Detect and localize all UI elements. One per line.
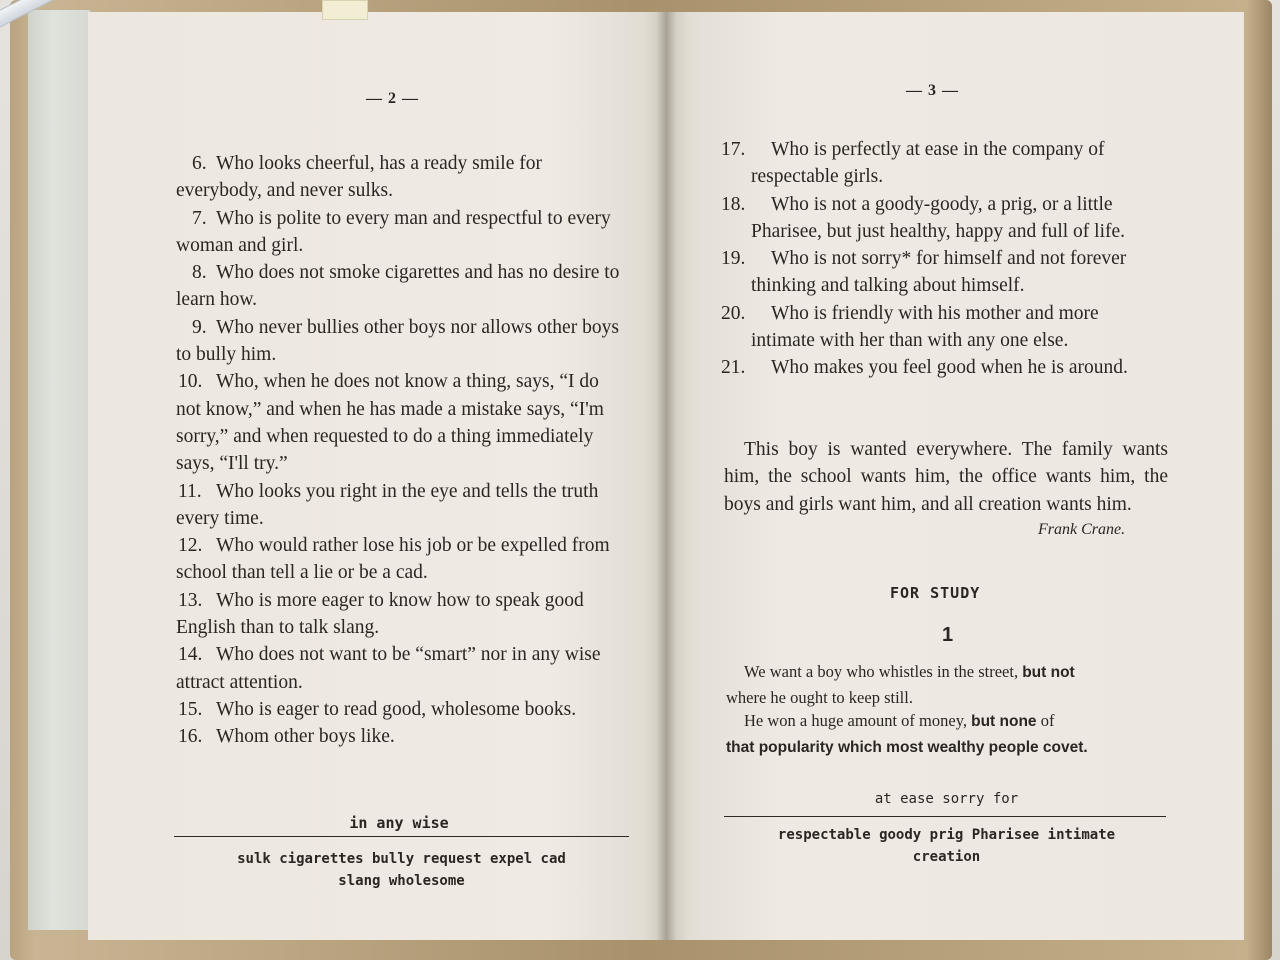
list-item: [176, 587, 626, 642]
item-number: 6.: [192, 153, 207, 174]
example-bold: that popularity which most wealthy people covet.: [726, 739, 1088, 756]
item-number: 12.: [178, 535, 203, 557]
item-text: Who is not a goody-goody, a prig, or a little Pharisee, but just healthy, happy and full of life.: [751, 193, 1126, 242]
right-page: [666, 12, 1244, 940]
paper-tab: [322, 0, 368, 20]
vocab-line: slang wholesome: [338, 873, 465, 889]
item-number: 13.: [178, 589, 203, 611]
item-text: Who is not sorry* for himself and not forever thinking and talking about himself.: [751, 248, 1127, 297]
item-text: Who is perfectly at ease in the company of respectable girls.: [751, 139, 1105, 188]
example-text: He won a huge amount of money,: [744, 711, 967, 730]
item-number: 20.: [721, 302, 746, 324]
left-page: [88, 12, 666, 940]
item-text: Who does not smoke cigarettes and has no desire to learn how.: [176, 262, 620, 311]
item-number: 18.: [721, 193, 746, 215]
divider: [724, 816, 1166, 817]
example-text: of: [1040, 711, 1055, 730]
item-text: Who does not want to be “smart” nor in any wise attract attention.: [176, 644, 601, 693]
vocab-line: creation: [912, 849, 981, 865]
item-number: 19.: [721, 248, 746, 270]
list-item: [721, 191, 1166, 246]
list-item: [721, 354, 1166, 381]
item-text: Who looks cheerful, has a ready smile for everybody, and never sulks.: [176, 153, 542, 202]
example-text: where he ought to keep still.: [726, 688, 913, 707]
item-number: 10.: [178, 371, 203, 393]
section-heading: FOR STUDY: [890, 584, 981, 602]
item-number: 14.: [178, 644, 203, 666]
list-item: [176, 259, 626, 314]
item-list: [176, 150, 626, 751]
item-text: Who makes you feel good when he is around.: [771, 357, 1128, 379]
divider: [174, 836, 629, 837]
endpaper: [28, 10, 91, 930]
item-number: 15.: [178, 698, 203, 720]
item-number: 11.: [178, 480, 202, 502]
item-number: 21.: [721, 357, 746, 379]
closing-paragraph: This boy is wanted everywhere. The family wants him, the school wants him, the office wants him, the boys and girls want him, and all creation wants him.: [724, 439, 1168, 515]
item-text: Who, when he does not know a thing, says, “I do not know,” and when he has made a mistake says, “I'm sorry,” and when requested to do a thing immediately says, “I'll try.”: [176, 371, 604, 475]
list-item: [721, 300, 1166, 355]
list-item: [176, 478, 626, 533]
item-number: 7.: [192, 207, 207, 229]
item-text: Who is friendly with his mother and more intimate with her than with any one else.: [751, 302, 1099, 352]
item-list: [721, 136, 1166, 382]
list-item: [176, 314, 626, 369]
vocab-line: respectable goody prig Pharisee intimate: [777, 827, 1116, 843]
list-item: [721, 245, 1166, 300]
vocab-line: sulk cigarettes bully request expel cad: [237, 851, 566, 867]
example-bold: but none: [971, 713, 1037, 730]
author-signature: Frank Crane.: [1038, 521, 1126, 538]
list-item: [176, 368, 626, 477]
item-number: 16.: [178, 726, 203, 748]
item-text: Who is eager to read good, wholesome books.: [216, 698, 577, 720]
vocab-phrase: at ease sorry for: [874, 791, 1019, 807]
list-item: [176, 150, 626, 205]
item-text: Who is more eager to know how to speak good English than to talk slang.: [176, 589, 584, 639]
study-example-2: [726, 708, 1171, 760]
study-example-1: [726, 659, 1171, 710]
item-text: Who looks you right in the eye and tells the truth every time.: [176, 480, 599, 529]
item-number: 8.: [192, 262, 207, 284]
vocab-phrase: in any wise: [349, 814, 449, 832]
item-number: 17.: [721, 139, 746, 160]
item-text: Who never bullies other boys nor allows other boys to bully him.: [176, 316, 619, 366]
list-item: [176, 696, 626, 723]
list-item: [176, 205, 626, 260]
list-item: [176, 723, 626, 750]
list-item: [721, 136, 1166, 191]
list-item: [176, 532, 626, 587]
page-number: — 3 —: [906, 82, 959, 99]
item-text: Who would rather lose his job or be expelled from school than tell a lie or be a cad.: [176, 535, 610, 584]
list-item: [176, 641, 626, 696]
example-bold: but not: [1022, 664, 1075, 681]
item-number: 9.: [192, 316, 207, 338]
item-text: Who is polite to every man and respectful to every woman and girl.: [176, 207, 611, 256]
study-number: 1: [942, 624, 954, 646]
item-text: Whom other boys like.: [216, 726, 395, 748]
example-text: We want a boy who whistles in the street,: [744, 662, 1019, 681]
book-gutter: [656, 12, 676, 940]
page-number: — 2 —: [366, 90, 419, 107]
